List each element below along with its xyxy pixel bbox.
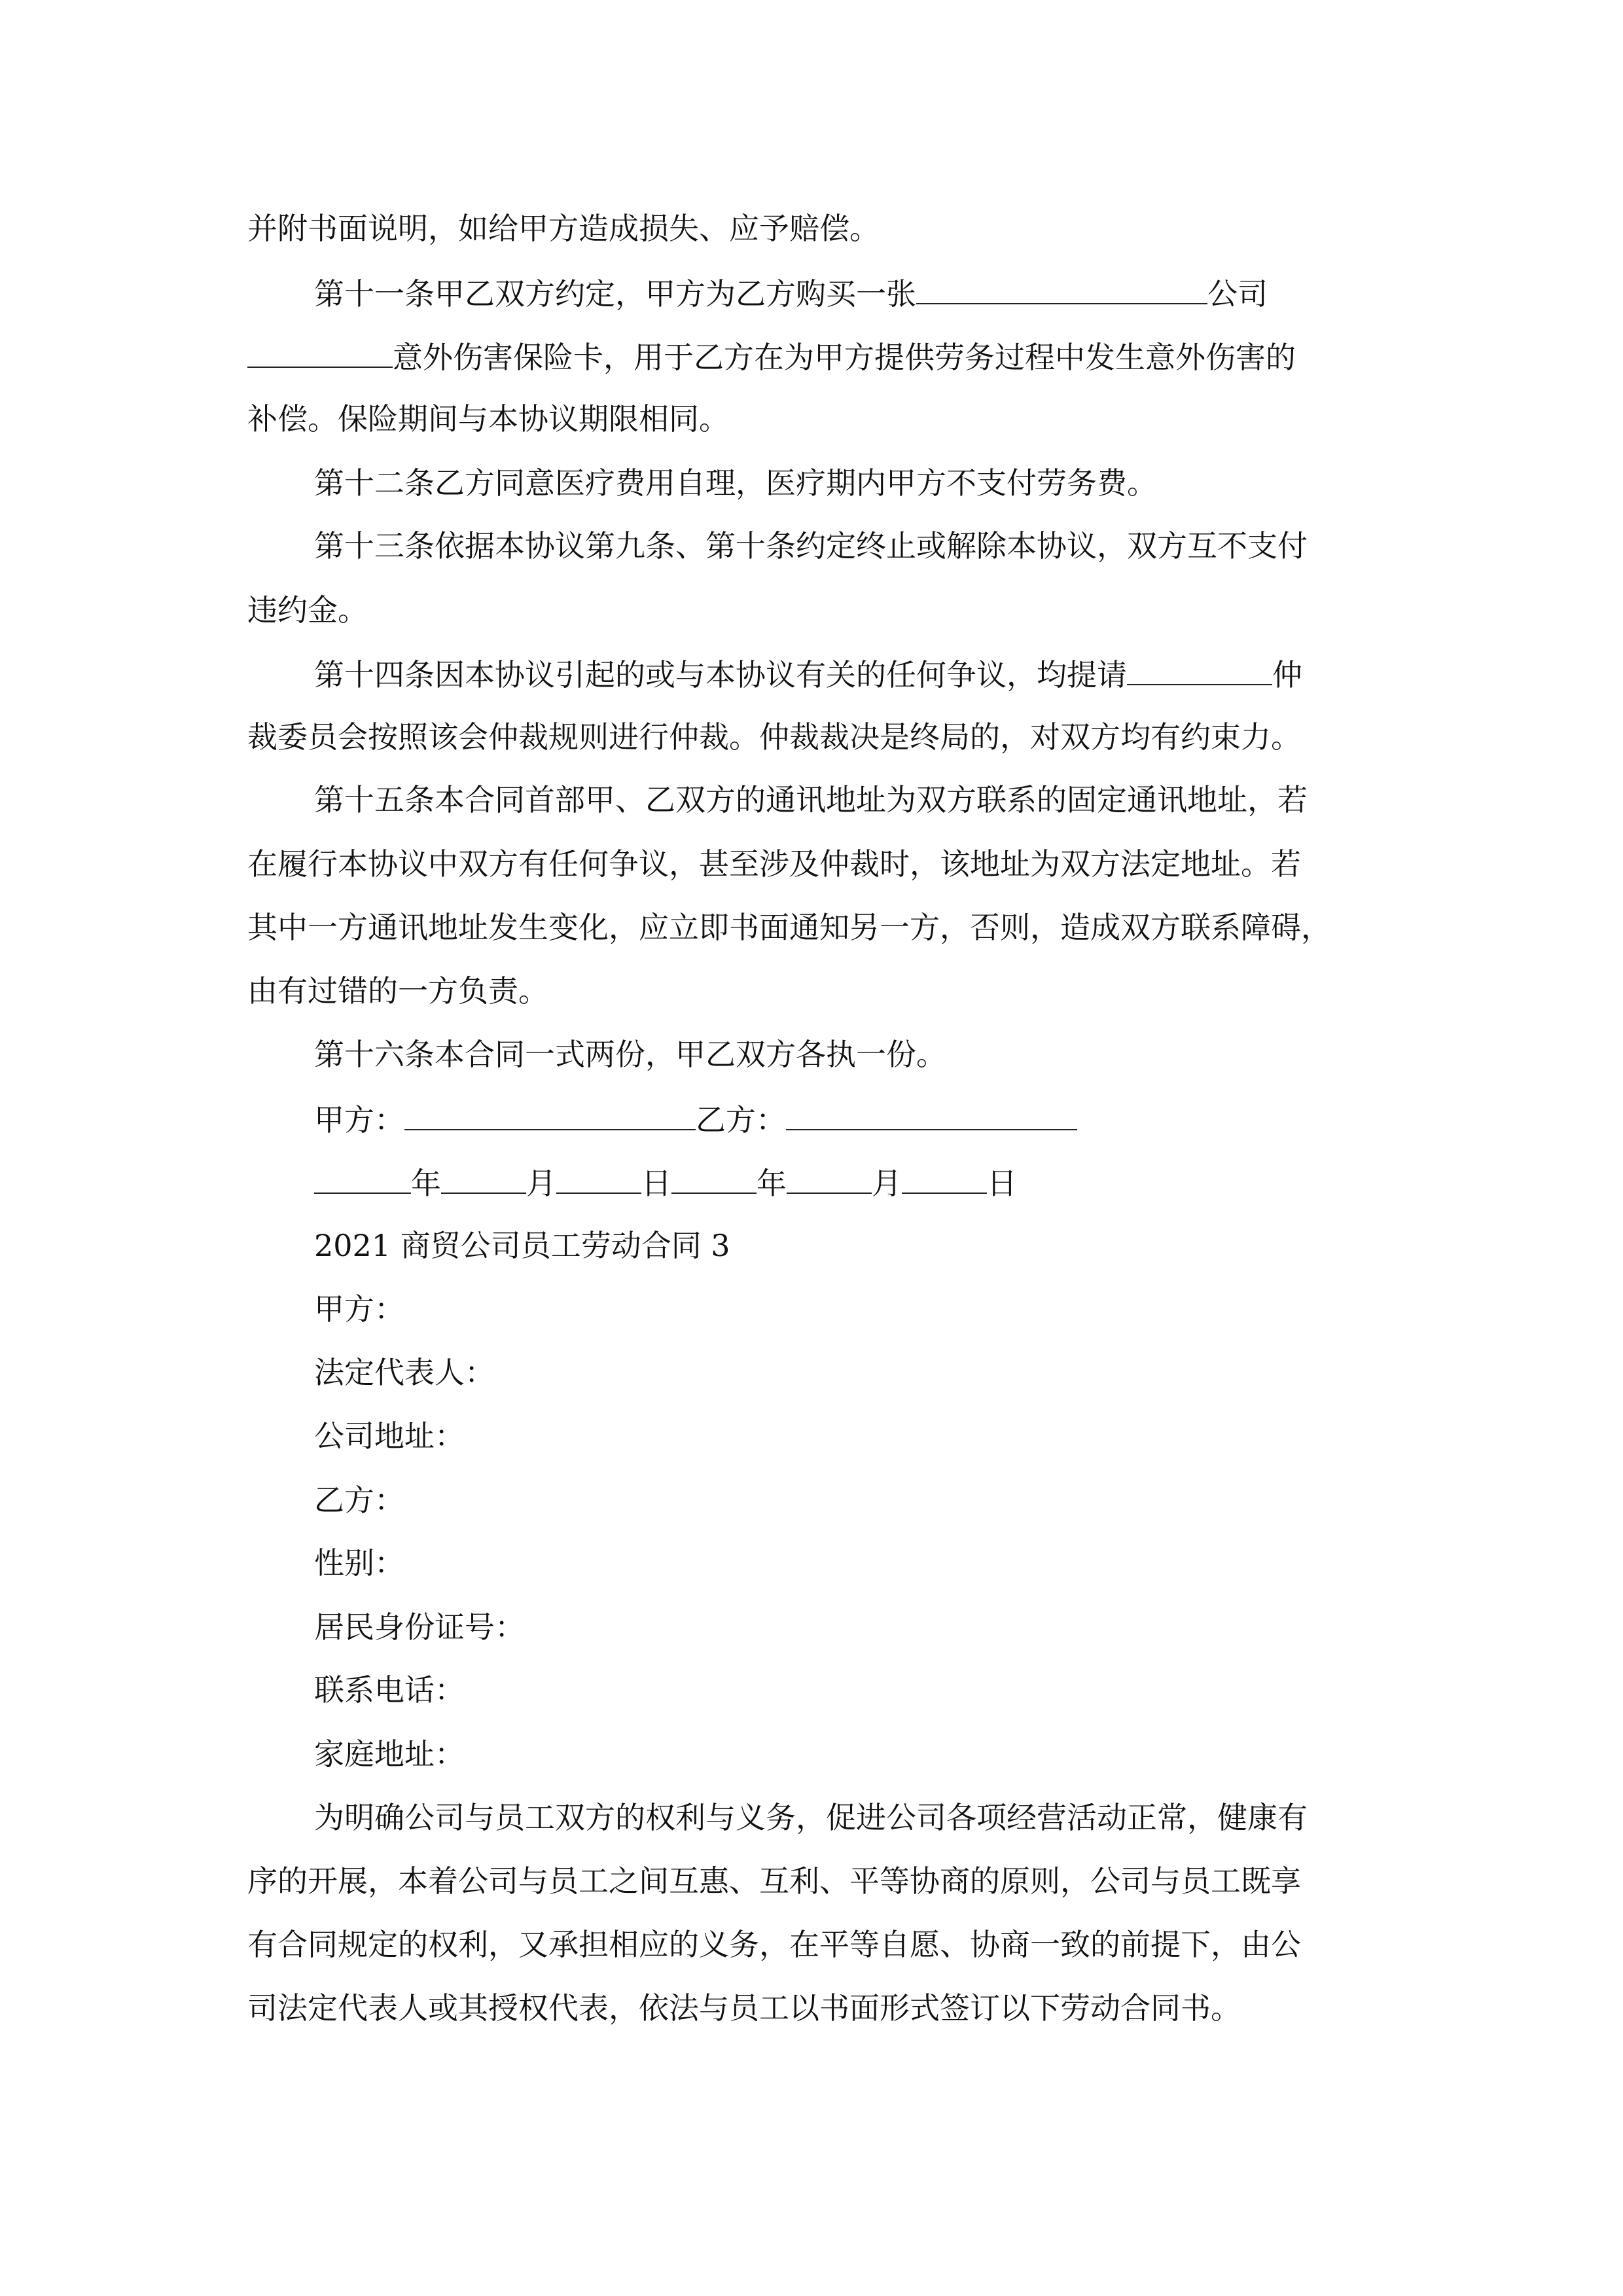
insurance-company-blank[interactable] bbox=[916, 273, 1207, 304]
month-label: 月 bbox=[872, 1166, 902, 1201]
clause-15: 第十五条本合同首部甲、乙双方的通讯地址为双方联系的固定通讯地址，若 bbox=[314, 782, 1308, 817]
clause-13: 第十三条依据本协议第九条、第十条约定终止或解除本协议，双方互不支付 bbox=[314, 528, 1308, 564]
date-line bbox=[314, 1162, 1466, 1203]
year-b-blank[interactable] bbox=[671, 1162, 757, 1194]
clause-14-text-end: 仲 bbox=[1272, 657, 1302, 692]
text-line: 并附书面说明，如给甲方造成损失、应予赔偿。 bbox=[247, 211, 880, 246]
party-a-signature-blank[interactable] bbox=[404, 1099, 696, 1130]
signature-line bbox=[314, 1099, 1466, 1139]
month-label: 月 bbox=[526, 1166, 556, 1201]
day-label: 日 bbox=[987, 1166, 1017, 1201]
clause-11-text: 第十一条甲乙双方约定，甲方为乙方购买一张 bbox=[314, 276, 916, 312]
preamble-line: 司法定代表人或其授权代表，依法与员工以书面形式签订以下劳动合同书。 bbox=[247, 1990, 1241, 2026]
field-id-number: 居民身份证号： bbox=[314, 1609, 525, 1645]
insurance-type-blank[interactable] bbox=[247, 336, 393, 368]
field-party-a: 甲方： bbox=[314, 1291, 404, 1327]
field-company-address: 公司地址： bbox=[314, 1418, 465, 1454]
party-a-label: 甲方： bbox=[314, 1102, 404, 1138]
text-line: 裁委员会按照该会仲裁规则进行仲裁。仲裁裁决是终局的，对双方均有约束力。 bbox=[247, 719, 1301, 755]
preamble-line: 序的开展，本着公司与员工之间互惠、互利、平等协商的原则，公司与员工既享 bbox=[247, 1863, 1301, 1899]
field-home-address: 家庭地址： bbox=[314, 1736, 465, 1772]
field-legal-representative: 法定代表人： bbox=[314, 1355, 495, 1390]
day-a-blank[interactable] bbox=[556, 1162, 641, 1194]
year-label: 年 bbox=[411, 1166, 441, 1201]
day-b-blank[interactable] bbox=[902, 1162, 987, 1194]
month-b-blank[interactable] bbox=[787, 1162, 872, 1194]
preamble-line: 为明确公司与员工双方的权利与义务，促进公司各项经营活动正常，健康有 bbox=[314, 1800, 1308, 1835]
contract-title: 2021 商贸公司员工劳动合同 3 bbox=[314, 1228, 730, 1263]
party-b-label: 乙方： bbox=[696, 1102, 786, 1138]
party-b-signature-blank[interactable] bbox=[786, 1099, 1077, 1130]
arbitration-committee-blank[interactable] bbox=[1127, 654, 1272, 685]
clause-11-line-2 bbox=[247, 336, 1399, 377]
year-a-blank[interactable] bbox=[314, 1162, 411, 1194]
preamble-line: 有合同规定的权利，又承担相应的义务，在平等自愿、协商一致的前提下，由公 bbox=[247, 1927, 1301, 1962]
month-a-blank[interactable] bbox=[441, 1162, 526, 1194]
field-party-b: 乙方： bbox=[314, 1482, 404, 1518]
clause-14-text: 第十四条因本协议引起的或与本协议有关的任何争议，均提请 bbox=[314, 657, 1127, 692]
clause-12: 第十二条乙方同意医疗费用自理，医疗期内甲方不支付劳务费。 bbox=[314, 465, 1157, 501]
company-word: 公司 bbox=[1207, 276, 1268, 312]
field-gender: 性别： bbox=[314, 1545, 404, 1581]
day-label: 日 bbox=[641, 1166, 671, 1201]
text-line: 违约金。 bbox=[247, 592, 368, 628]
text-line: 由有过错的一方负责。 bbox=[247, 973, 548, 1009]
clause-11-line bbox=[314, 273, 1466, 314]
text-line: 在履行本协议中双方有任何争议，甚至涉及仲裁时，该地址为双方法定地址。若 bbox=[247, 846, 1301, 882]
clause-11-text-2: 意外伤害保险卡，用于乙方在为甲方提供劳务过程中发生意外伤害的 bbox=[393, 340, 1296, 375]
clause-16: 第十六条本合同一式两份，甲乙双方各执一份。 bbox=[314, 1037, 946, 1072]
text-line: 其中一方通讯地址发生变化，应立即书面通知另一方，否则，造成双方联系障碍， bbox=[247, 910, 1331, 945]
field-phone: 联系电话： bbox=[314, 1672, 465, 1708]
clause-14-line bbox=[314, 654, 1466, 694]
year-label: 年 bbox=[757, 1166, 787, 1201]
text-line: 补偿。保险期间与本协议期限相同。 bbox=[247, 401, 729, 437]
